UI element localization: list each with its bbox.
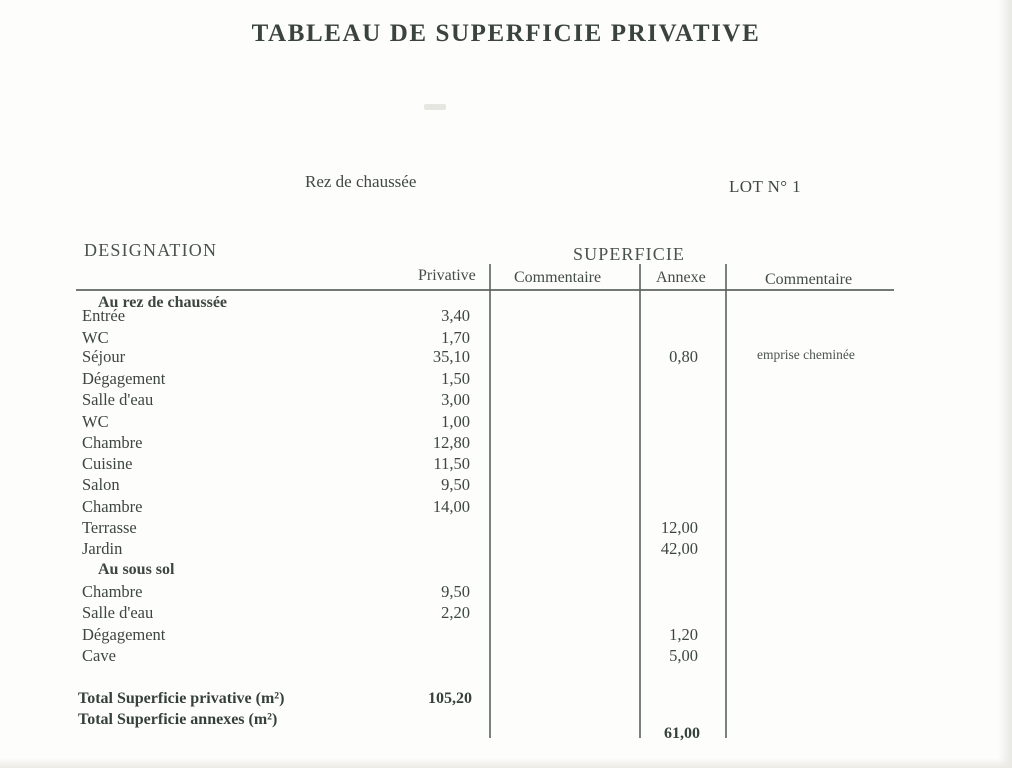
- total-label: Total Superficie privative (m²): [78, 690, 285, 707]
- table-row: [0, 561, 1012, 582]
- row-section-label: Au rez de chaussée: [98, 294, 228, 311]
- floor-label: Rez de chaussée: [305, 172, 417, 191]
- page-edge-bottom: [0, 758, 1012, 768]
- lot-number-label: LOT N° 1: [729, 177, 802, 196]
- row-section-label: Au sous sol: [98, 561, 175, 578]
- row-label: Chambre: [82, 582, 143, 601]
- row-privative-value: 9,50: [441, 475, 470, 494]
- table-row: [0, 390, 1012, 411]
- table-row: [0, 582, 1012, 603]
- table-row: [0, 412, 1012, 433]
- table-row: [0, 369, 1012, 390]
- row-label: Dégagement: [82, 369, 166, 388]
- column-header-privative: Privative: [418, 267, 476, 284]
- row-label: Séjour: [82, 347, 126, 366]
- row-privative-value: 3,40: [441, 306, 470, 325]
- total-label: Total Superficie annexes (m²): [78, 711, 278, 728]
- row-privative-value: 2,20: [441, 603, 470, 622]
- scan-artifact: [424, 104, 446, 110]
- table-row: [0, 306, 1012, 327]
- table-row: [0, 454, 1012, 475]
- table-row: [0, 518, 1012, 539]
- row-label: Terrasse: [82, 518, 137, 537]
- row-label: Entrée: [82, 306, 126, 325]
- header-divider: [76, 289, 894, 291]
- row-annexe-value: 12,00: [660, 518, 698, 537]
- row-privative-value: 12,80: [432, 433, 470, 452]
- table-row: [0, 347, 1012, 368]
- row-privative-value: 9,50: [441, 582, 470, 601]
- row-privative-value: 35,10: [432, 347, 470, 366]
- column-header-commentaire-2: Commentaire: [765, 271, 853, 288]
- row-label: Cave: [82, 646, 116, 665]
- row-annexe-value: 42,00: [660, 539, 698, 558]
- row-privative-value: 1,70: [441, 328, 470, 347]
- row-label: Salle d'eau: [82, 603, 154, 622]
- column-header-annexe: Annexe: [656, 269, 706, 286]
- row-privative-value: 1,50: [441, 369, 470, 388]
- row-label: WC: [82, 412, 109, 431]
- table-row: [0, 646, 1012, 667]
- table-row: [0, 603, 1012, 624]
- row-label: Dégagement: [82, 625, 166, 644]
- row-privative-value: 11,50: [433, 454, 470, 473]
- row-privative-value: 3,00: [441, 390, 470, 409]
- table-row: [0, 625, 1012, 646]
- table-row: [0, 497, 1012, 518]
- row-annexe-value: 1,20: [669, 625, 698, 644]
- row-label: Jardin: [82, 539, 123, 558]
- table-row: [0, 475, 1012, 496]
- total-annexe-value: 61,00: [664, 725, 700, 742]
- row-privative-value: 14,00: [432, 497, 470, 516]
- page-edge-right: [998, 0, 1012, 768]
- row-label: WC: [82, 328, 109, 347]
- table-row: [0, 433, 1012, 454]
- column-header-commentaire-1: Commentaire: [514, 269, 602, 286]
- row-annexe-value: 5,00: [669, 646, 698, 665]
- row-privative-value: 1,00: [441, 412, 470, 431]
- row-label: Salon: [82, 475, 120, 494]
- row-label: Chambre: [82, 497, 143, 516]
- total-privative-value: 105,20: [428, 690, 472, 707]
- row-label: Cuisine: [82, 454, 133, 473]
- table-row: [0, 328, 1012, 349]
- column-header-superficie: SUPERFICIE: [573, 244, 686, 264]
- row-label: Salle d'eau: [82, 390, 154, 409]
- table-row: [0, 539, 1012, 560]
- row-annexe-value: 0,80: [669, 347, 698, 366]
- row-label: Chambre: [82, 433, 143, 452]
- column-header-designation: DESIGNATION: [84, 240, 218, 260]
- page-title: TABLEAU DE SUPERFICIE PRIVATIVE: [251, 20, 761, 47]
- row-comment-value: emprise cheminée: [757, 347, 855, 362]
